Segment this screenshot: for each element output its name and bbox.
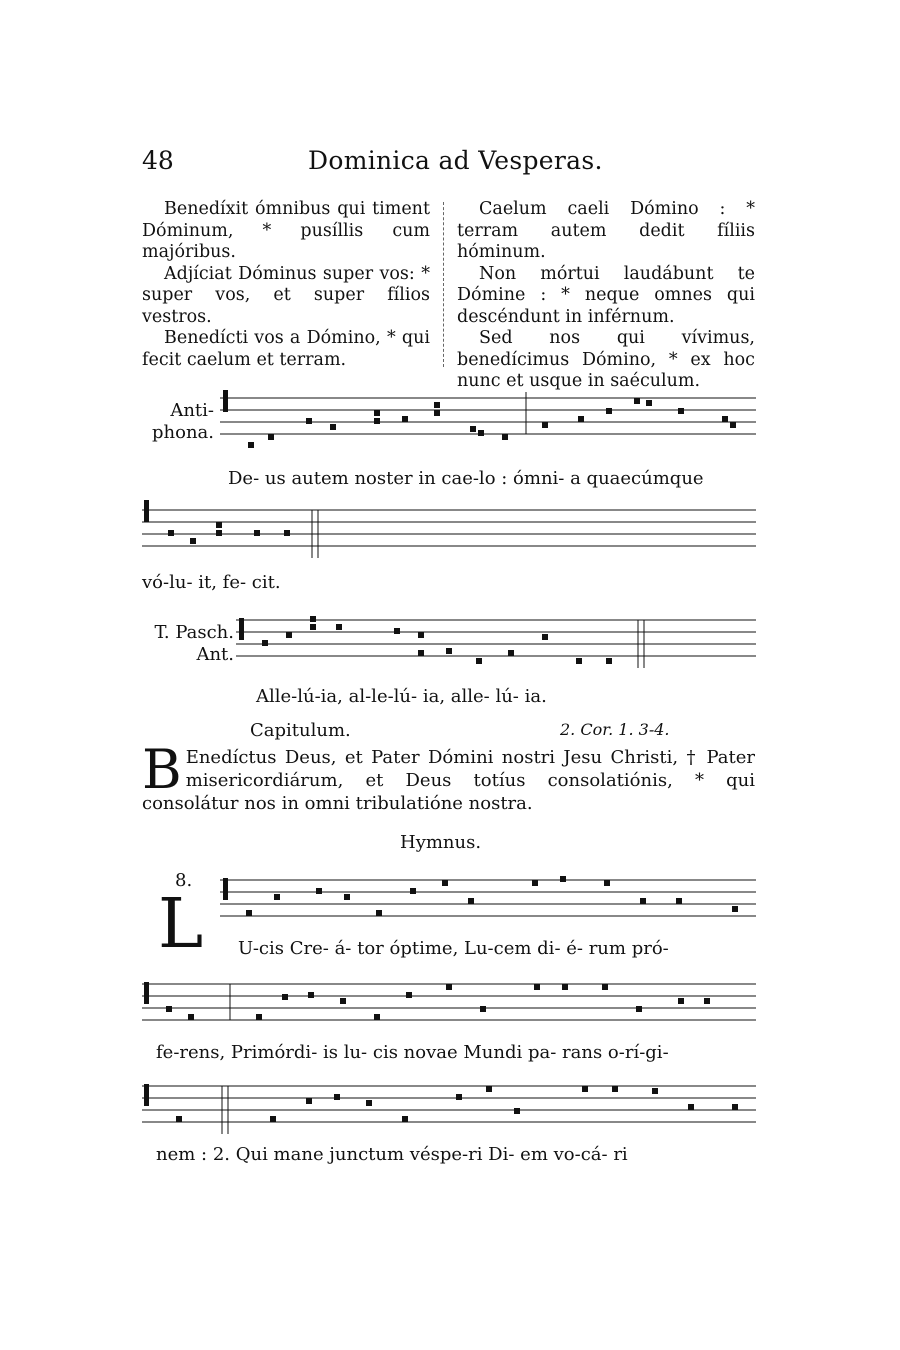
psalm-verse: Benedícti vos a Dómino, * qui fecit caelum et terram. [142,328,430,370]
paschal-lyrics: Alle-lú-ia, al-le-lú- ia, alle- lú- ia. [256,686,547,707]
chant-staff-paschal [236,612,756,682]
chant-staff-antiphon-1 [220,388,756,460]
capitulum-text [142,738,755,815]
chant-staff-hymn-2 [142,972,756,1034]
paschal-label [142,622,234,666]
hymn-lyrics-1: U-cis Cre- á- tor óptime, Lu-cem di- é- rum pró- [238,938,669,959]
drop-cap-l: L [158,885,204,964]
psalm-verse: Non mórtui laudábunt te Dómine : * neque omnes qui descéndunt in inférnum. [457,263,755,327]
hymn-lyrics-3: nem : 2. Qui mane junctum véspe-ri Di- em vo-cá- ri [156,1144,628,1165]
psalm-verse: Benedíxit ómnibus qui timent Dóminum, * pusíllis cum majóribus. [142,199,430,262]
capitulum-body: Enedíctus Deus, et Pater Dómini nostri Jesu Christi, † Pater misericordiárum, et Deus totíus consolatiónis, * qui consolátur nos in omni tribulatióne nostra. [142,747,755,814]
antiphon-lyrics-2: vó-lu- it, fe- cit. [142,572,281,593]
capitulum-heading: Capitulum. [250,720,351,741]
hymn-mode-number: 8. [175,870,193,891]
hymn-heading: Hymnus. [400,832,482,853]
chant-staff-hymn-3 [142,1074,756,1138]
psalm-verse: Sed nos qui vívimus, benedícimus Dómino, * ex hoc nunc et usque in saéculum. [457,328,755,391]
page-title: Dominica ad Vesperas. [308,146,603,175]
paschal-label-line: T. Pasch. [154,622,234,643]
psalm-verse: Caelum caeli Dómino : * terram autem dedit fíliis hóminum. [457,199,755,262]
column-divider [443,202,444,367]
psalm-left-column [142,199,430,371]
psalm-right-column [457,199,755,393]
hymn-lyrics-2: fe-rens, Primórdi- is lu- cis novae Mundi pa- rans o-rí-gi- [156,1042,669,1063]
psalm-verse: Adjíciat Dóminus super vos: * super vos, et super fílios vestros. [142,263,430,327]
drop-cap-b: B [142,738,182,801]
antiphon-label-line: phona. [152,422,214,443]
page-number: 48 [142,146,174,175]
capitulum-reference: 2. Cor. 1. 3-4. [560,720,670,739]
paschal-label-line: Ant. [196,644,234,665]
antiphon-label [142,400,214,444]
chant-staff-antiphon-2 [142,496,756,562]
antiphon-label-line: Anti- [170,400,214,421]
chant-staff-hymn-1 [220,868,756,932]
antiphon-lyrics-1: De- us autem noster in cae-lo : ómni- a quaecúmque [228,468,704,489]
